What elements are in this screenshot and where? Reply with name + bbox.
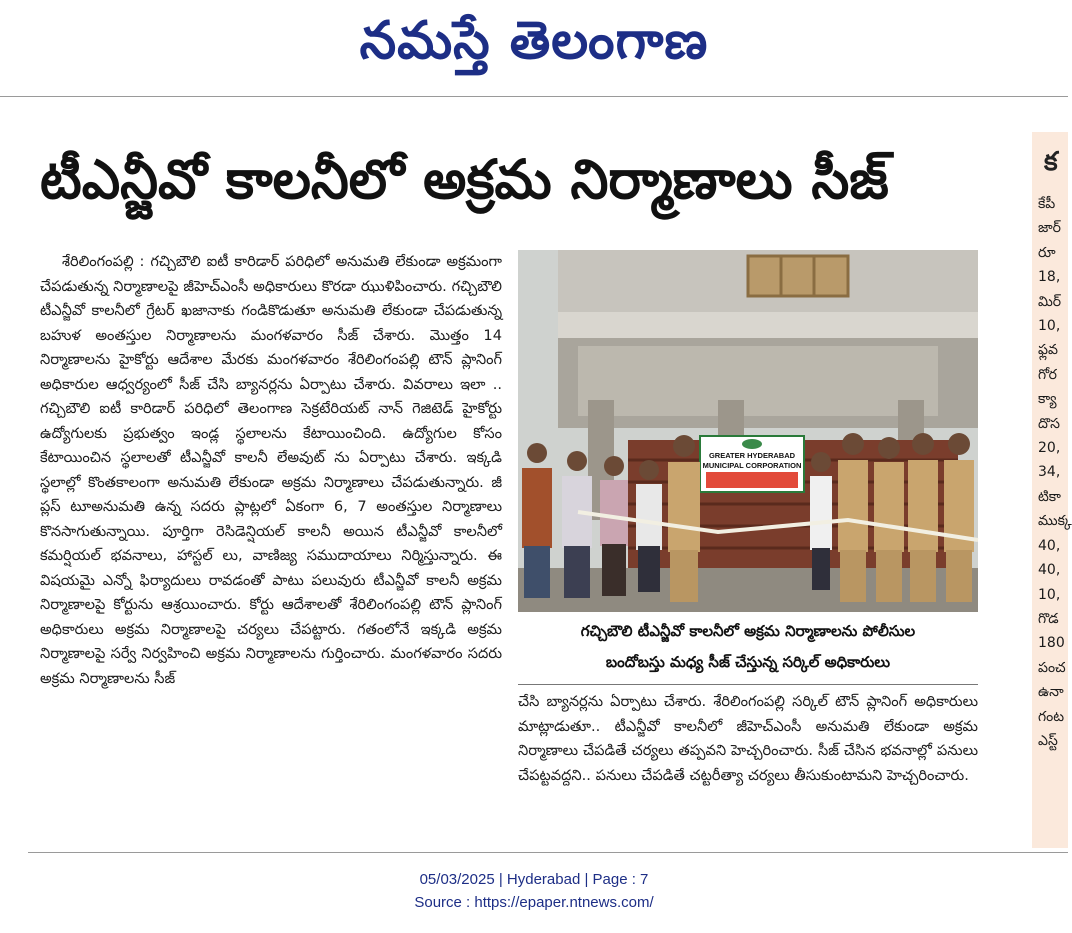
- news-photo-illustration: [518, 250, 978, 612]
- adjacent-article-line: 20,: [1038, 440, 1061, 457]
- article-headline: టీఎన్జీవో కాలనీలో అక్రమ నిర్మాణాలు సీజ్: [40, 148, 889, 211]
- adjacent-article-line: 10,: [1038, 318, 1061, 335]
- adjacent-article-line: గంట: [1038, 708, 1065, 725]
- adjacent-article-line: 18,: [1038, 269, 1061, 286]
- news-photo: [518, 250, 978, 612]
- article-body: [40, 250, 502, 842]
- caption-line-1: గచ్చిబౌలి టీఎన్జీవో కాలనీలో అక్రమ నిర్మాణాలను పోలీసుల: [580, 622, 916, 640]
- page-footer: [0, 868, 1068, 914]
- adjacent-article-line: జార్: [1038, 220, 1061, 237]
- adjacent-article-line: 180: [1038, 635, 1065, 652]
- footer-date-edition: 05/03/2025 | Hyderabad | Page : 7: [419, 871, 649, 888]
- adjacent-article-strip: [1032, 132, 1072, 848]
- adjacent-article-line: ఫ్లవ: [1038, 342, 1058, 359]
- adjacent-article-line: దొస: [1038, 415, 1061, 432]
- banner-line-1: GREATER HYDERABAD: [708, 451, 796, 460]
- adjacent-article-lines: [1032, 192, 1072, 753]
- adjacent-article-line: 40,: [1038, 537, 1061, 554]
- masthead: [0, 0, 1068, 82]
- adjacent-article-line: గొడ: [1038, 610, 1059, 627]
- adjacent-article-line: ఎస్ట్: [1038, 732, 1058, 749]
- adjacent-article-line: క్యా: [1038, 391, 1057, 408]
- adjacent-article-line: మిర్: [1038, 293, 1062, 310]
- photo-caption: [518, 616, 978, 680]
- adjacent-article-line: 34,: [1038, 464, 1061, 481]
- newspaper-logo: నమస్తే తెలంగాణ: [359, 11, 709, 71]
- adjacent-article-line: 10,: [1038, 586, 1061, 603]
- adjacent-article-heading: క: [1044, 147, 1058, 177]
- adjacent-article-line: ఉనా: [1038, 684, 1064, 701]
- adjacent-article-line: రూ: [1038, 244, 1056, 261]
- adjacent-article-line: పంచ: [1038, 659, 1066, 676]
- adjacent-article-line: 40,: [1038, 562, 1061, 579]
- adjacent-article-line: ముక్క: [1038, 513, 1072, 530]
- footer-source: Source : https://epaper.ntnews.com/: [414, 894, 654, 911]
- article-continuation-text: చేసి బ్యానర్లను ఏర్పాటు చేశారు. శేరిలింగంపల్లి సర్కిల్ టౌన్ ప్లానింగ్ అధికారులు మాట్లాడుతూ.. టీఎన్జీవో కాలనీలో జీహెచ్ఎంసీ అనుమతి లేకుండా అక్రమ నిర్మాణాలు చేపడితే చర్యలు తప్పవని హెచ్చరించారు. సీజ్ చేసిన భవనాల్లో పనులు చేపట్టవద్దని.. పనులు చేపడితే చట్టరీత్యా చర్యలు తీసుకుంటామని హెచ్చరించారు.: [518, 693, 978, 784]
- adjacent-article-line: కేపీ: [1038, 196, 1056, 212]
- adjacent-article-line: గోర: [1038, 366, 1057, 383]
- masthead-divider: [0, 96, 1068, 97]
- article-continuation: [518, 690, 978, 840]
- caption-divider: [518, 684, 978, 685]
- banner-line-2: MUNICIPAL CORPORATION: [702, 461, 802, 470]
- footer-divider: [28, 852, 1068, 853]
- caption-line-2: బందోబస్తు మధ్య సీజ్ చేస్తున్న సర్కిల్ అధికారులు: [605, 653, 891, 671]
- adjacent-article-line: టికా: [1038, 488, 1061, 505]
- article-body-text: శేరిలింగంపల్లి : గచ్చిబౌలి ఐటీ కారిడార్ పరిధిలో అనుమతి లేకుండా అక్రమంగా చేపడుతున్న నిర్మాణాలపై జీహెచ్ఎంసీ అధికారులు కొరడా ఝుళిపించారు. గచ్చిబౌలి టీఎన్జీవో కాలనీలో గ్రేటర్ ఖజానాకు గండికొడుతూ అనుమతి లేకుండా చేపడుతున్న బహుళ అంతస్తుల నిర్మాణాలను మంగళవారం సీజ్ చేశారు. మొత్తం 14 నిర్మాణాలను హైకోర్టు ఆదేశాల మేరకు మంగళవారం శేరిలింగంపల్లి టౌన్ ప్లానింగ్ అధికారుల ఆధ్వర్యంలో సీజ్ చేసి బ్యానర్లను ఏర్పాటు చేశారు. వివరాలు ఇలా .. గచ్చిబౌలి ఐటీ కారిడార్ పరిధిలో తెలంగాణ సెక్రటేరియట్ నాన్ గెజిటెడ్ హైకోర్టు ఉద్యోగులకు ప్రభుత్వం ఇండ్ల స్థలాలను కేటాయించింది. ఉద్యోగుల కోసం కేటాయించిన స్థలాలతో టీఎన్జీవో కాలనీ లేఅవుట్ ను ఏర్పాటు చేశారు. ఇక్కడి స్థలాల్లో కొంతకాలంగా అనుమతి లేకుండా అక్రమ నిర్మాణాలు చేపడుతున్నారు. జీ ప్లస్ టూఅనుమతి ఉన్న సదరు ప్లాట్లలో ఏకంగా 6, 7 అంతస్తుల నిర్మాణాలు కొనసాగుతున్నాయి. పూర్తిగా రెసిడెన్షియల్ కాలనీ అయిన టీఎన్జీవో కాలనీలో కమర్షియల్ భవనాలు, హాస్టల్ లు, వాణిజ్య సముదాయాలు నిర్మిస్తున్నారు. ఈ విషయమై ఎన్నో ఫిర్యాదులు రావడంతో పాటు పలువురు టీఎన్జీవో కాలనీ అక్రమ నిర్మాణాలపై కోర్టును ఆశ్రయించారు. కోర్టు ఆదేశాలతో శేరిలింగంపల్లి టౌన్ ప్లానింగ్ అధికారులు అక్రమ నిర్మాణాలపై చర్యలు చేపట్టారు. గతంలోనే ఇక్కడి అక్రమ నిర్మాణాలపై సర్వే నిర్వహించి అక్రమ నిర్మాణాలను గుర్తించారు. మంగళవారం సదరు అక్రమ నిర్మాణాలను సీజ్: [40, 253, 502, 687]
